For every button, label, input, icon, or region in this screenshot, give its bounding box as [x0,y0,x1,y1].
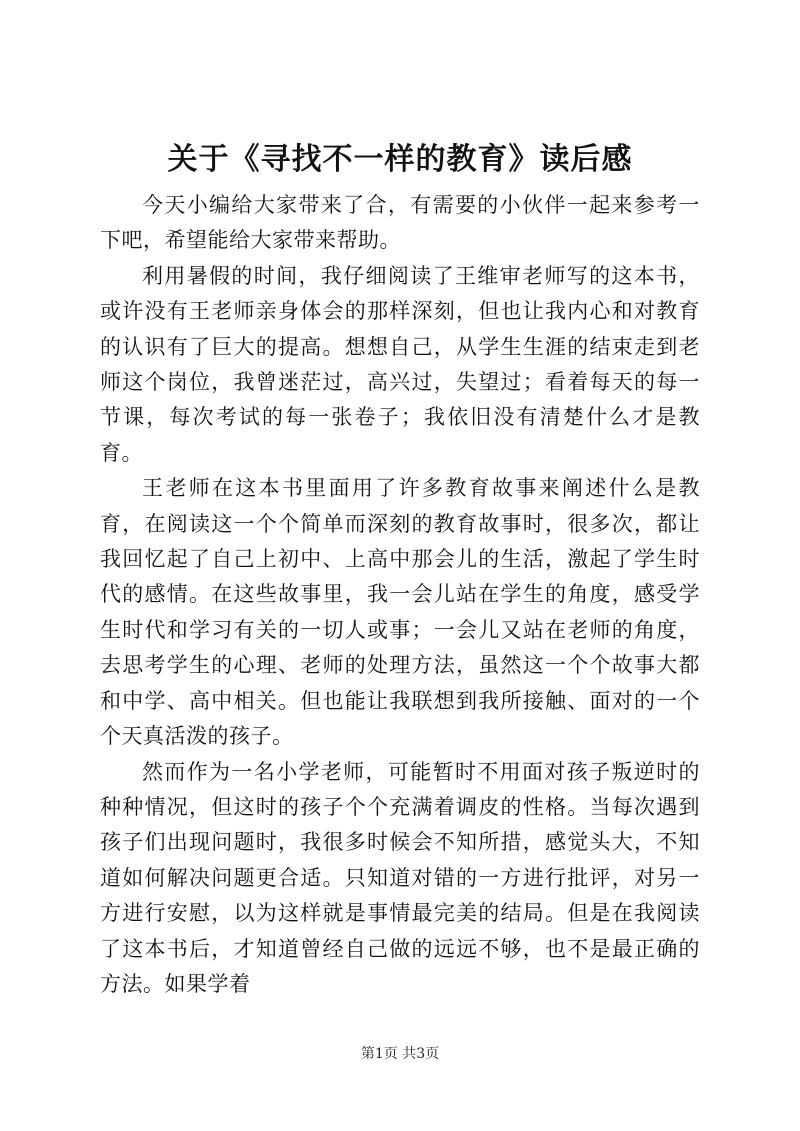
paragraph-intro: 今天小编给大家带来了合，有需要的小伙伴一起来参考一下吧，希望能给大家带来帮助。 [100,193,700,253]
document-title: 关于《寻找不一样的教育》读后感 [167,142,633,177]
paragraph-education-stories: 王老师在这本书里面用了许多教育故事来阐述什么是教育，在阅读这一个个简单而深刻的教育故事时，很多次，都让我回忆起了自己上初中、上高中那会儿的生活，激起了学生时代的感情。在这些故事里，我一会儿站在学生的角度，感受学生时代和学习有关的一切人或事；一会儿又站在老师的角度，去思考学生的心理、老师的处理方法，虽然这一个个故事大都和中学、高中相关。但也能让我联想到我所接触、面对的一个个天真活泼的孩子。 [100,476,700,749]
paragraph-summer-reading: 利用暑假的时间，我仔细阅读了王维审老师写的这本书，或许没有王老师亲身体会的那样深刻，但也让我内心和对教育的认识有了巨大的提高。想想自己，从学生生涯的结束走到老师这个岗位，我曾迷茫过，高兴过，失望过；看着每天的每一节课，每次考试的每一张卷子；我依旧没有清楚什么才是教育。 [100,263,700,465]
paragraph-primary-teacher: 然而作为一名小学老师，可能暂时不用面对孩子叛逆时的种种情况，但这时的孩子个个充满着调皮的性格。当每次遇到孩子们出现问题时，我很多时候会不知所措，感觉头大，不知道如何解决问题更合适。只知道对错的一方进行批评，对另一方进行安慰，以为这样就是事情最完美的结局。但是在我阅读了这本书后，才知道曾经自己做的远远不够，也不是最正确的方法。如果学着 [100,759,700,996]
document-body [100,188,700,1002]
page-number-footer: 第1页 共3页 [360,1046,440,1062]
